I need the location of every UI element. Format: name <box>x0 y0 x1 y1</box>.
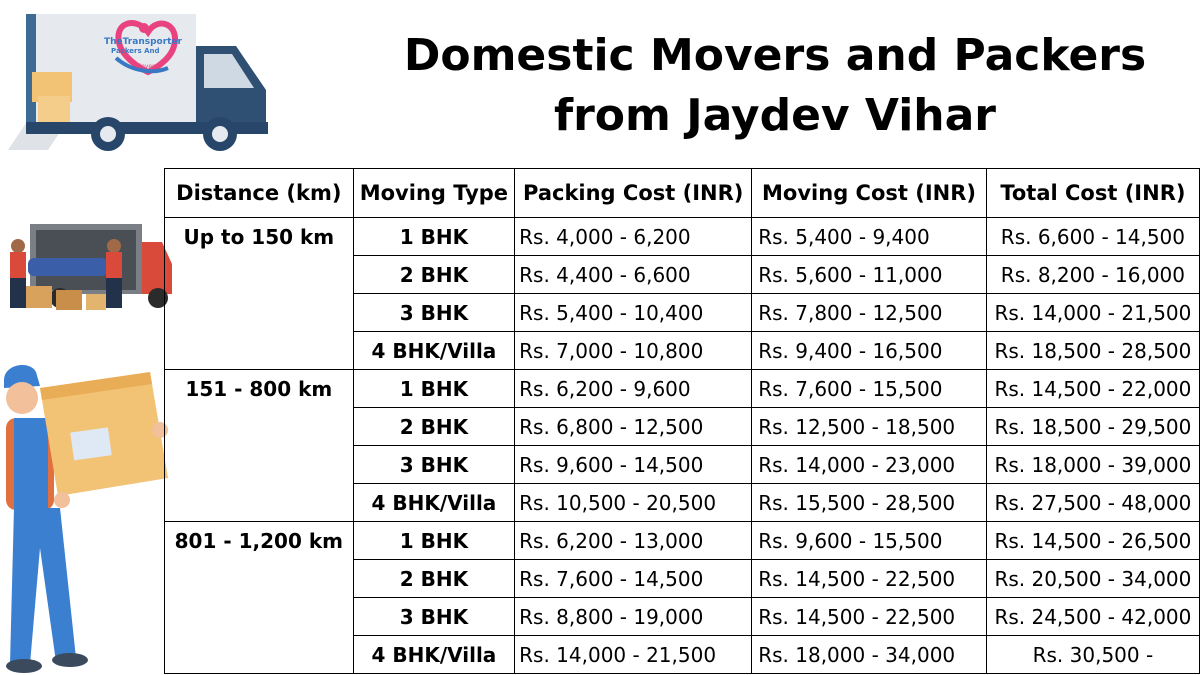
cell-total-cost: Rs. 24,500 - 42,000 <box>986 598 1199 636</box>
cell-packing-cost: Rs. 6,800 - 12,500 <box>515 408 752 446</box>
table-row <box>165 332 1200 370</box>
header-total-cost: Total Cost (INR) <box>986 169 1199 218</box>
cell-moving-type: 3 BHK <box>353 294 515 332</box>
cell-total-cost: Rs. 27,500 - 48,000 <box>986 484 1199 522</box>
title-line-2: from Jaydev Vihar <box>553 90 997 141</box>
cell-moving-type: 1 BHK <box>353 522 515 560</box>
cell-total-cost: Rs. 8,200 - 16,000 <box>986 256 1199 294</box>
logo-text-1: TheTransporter <box>104 37 182 47</box>
cell-total-cost: Rs. 20,500 - 34,000 <box>986 560 1199 598</box>
cell-moving-type: 2 BHK <box>353 256 515 294</box>
truck-illustration <box>8 10 273 160</box>
cell-distance <box>165 484 354 522</box>
cell-distance <box>165 294 354 332</box>
table-row <box>165 636 1200 674</box>
cell-distance: 151 - 800 km <box>165 370 354 408</box>
cell-packing-cost: Rs. 6,200 - 13,000 <box>515 522 752 560</box>
cell-moving-cost: Rs. 14,500 - 22,500 <box>752 598 987 636</box>
cell-moving-type: 4 BHK/Villa <box>353 636 515 674</box>
cell-moving-type: 1 BHK <box>353 370 515 408</box>
movers-illustration <box>0 220 172 320</box>
cell-distance: 801 - 1,200 km <box>165 522 354 560</box>
header-distance: Distance (km) <box>165 169 354 218</box>
cell-distance <box>165 560 354 598</box>
cell-distance <box>165 332 354 370</box>
cell-packing-cost: Rs. 7,600 - 14,500 <box>515 560 752 598</box>
table-row <box>165 560 1200 598</box>
cell-moving-cost: Rs. 9,400 - 16,500 <box>752 332 987 370</box>
cell-packing-cost: Rs. 14,000 - 21,500 <box>515 636 752 674</box>
header-moving-cost: Moving Cost (INR) <box>752 169 987 218</box>
cell-moving-cost: Rs. 5,400 - 9,400 <box>752 218 987 256</box>
cell-moving-type: 3 BHK <box>353 446 515 484</box>
table-row <box>165 408 1200 446</box>
table-row <box>165 294 1200 332</box>
cell-total-cost: Rs. 6,600 - 14,500 <box>986 218 1199 256</box>
cell-packing-cost: Rs. 5,400 - 10,400 <box>515 294 752 332</box>
header-packing-cost: Packing Cost (INR) <box>515 169 752 218</box>
cell-total-cost: Rs. 14,500 - 22,000 <box>986 370 1199 408</box>
cell-distance <box>165 256 354 294</box>
table-row <box>165 484 1200 522</box>
title-line-1: Domestic Movers and Packers <box>403 30 1147 81</box>
logo-text-3: Movers <box>136 63 158 70</box>
header-moving-type: Moving Type <box>353 169 515 218</box>
cell-distance <box>165 636 354 674</box>
cell-packing-cost: Rs. 8,800 - 19,000 <box>515 598 752 636</box>
cell-moving-cost: Rs. 9,600 - 15,500 <box>752 522 987 560</box>
table-row <box>165 598 1200 636</box>
cell-packing-cost: Rs. 4,400 - 6,600 <box>515 256 752 294</box>
cell-packing-cost: Rs. 9,600 - 14,500 <box>515 446 752 484</box>
cell-moving-cost: Rs. 5,600 - 11,000 <box>752 256 987 294</box>
table-row <box>165 370 1200 408</box>
page-title <box>360 26 1190 146</box>
cell-moving-cost: Rs. 15,500 - 28,500 <box>752 484 987 522</box>
cell-packing-cost: Rs. 4,000 - 6,200 <box>515 218 752 256</box>
rates-table <box>164 168 1200 674</box>
cell-packing-cost: Rs. 6,200 - 9,600 <box>515 370 752 408</box>
cell-packing-cost: Rs. 10,500 - 20,500 <box>515 484 752 522</box>
worker-illustration <box>0 358 172 675</box>
cell-total-cost: Rs. 18,500 - 29,500 <box>986 408 1199 446</box>
cell-total-cost: Rs. 18,500 - 28,500 <box>986 332 1199 370</box>
cell-distance <box>165 446 354 484</box>
cell-moving-type: 2 BHK <box>353 408 515 446</box>
cell-distance <box>165 408 354 446</box>
table-row <box>165 446 1200 484</box>
cell-total-cost: Rs. 18,000 - 39,000 <box>986 446 1199 484</box>
cell-moving-type: 3 BHK <box>353 598 515 636</box>
cell-total-cost: Rs. 14,500 - 26,500 <box>986 522 1199 560</box>
table-row <box>165 218 1200 256</box>
cell-moving-cost: Rs. 7,600 - 15,500 <box>752 370 987 408</box>
cell-packing-cost: Rs. 7,000 - 10,800 <box>515 332 752 370</box>
cell-moving-type: 4 BHK/Villa <box>353 332 515 370</box>
cell-moving-type: 2 BHK <box>353 560 515 598</box>
cell-moving-cost: Rs. 7,800 - 12,500 <box>752 294 987 332</box>
table-row <box>165 256 1200 294</box>
cell-total-cost: Rs. 14,000 - 21,500 <box>986 294 1199 332</box>
cell-moving-cost: Rs. 18,000 - 34,000 <box>752 636 987 674</box>
table-row <box>165 522 1200 560</box>
cell-moving-type: 4 BHK/Villa <box>353 484 515 522</box>
cell-moving-cost: Rs. 14,500 - 22,500 <box>752 560 987 598</box>
cell-total-cost: Rs. 30,500 - <box>986 636 1199 674</box>
cell-moving-cost: Rs. 14,000 - 23,000 <box>752 446 987 484</box>
cell-moving-cost: Rs. 12,500 - 18,500 <box>752 408 987 446</box>
table-header-row <box>165 169 1200 218</box>
cell-moving-type: 1 BHK <box>353 218 515 256</box>
cell-distance: Up to 150 km <box>165 218 354 256</box>
cell-distance <box>165 598 354 636</box>
logo-text-2: Packers And <box>111 47 160 55</box>
